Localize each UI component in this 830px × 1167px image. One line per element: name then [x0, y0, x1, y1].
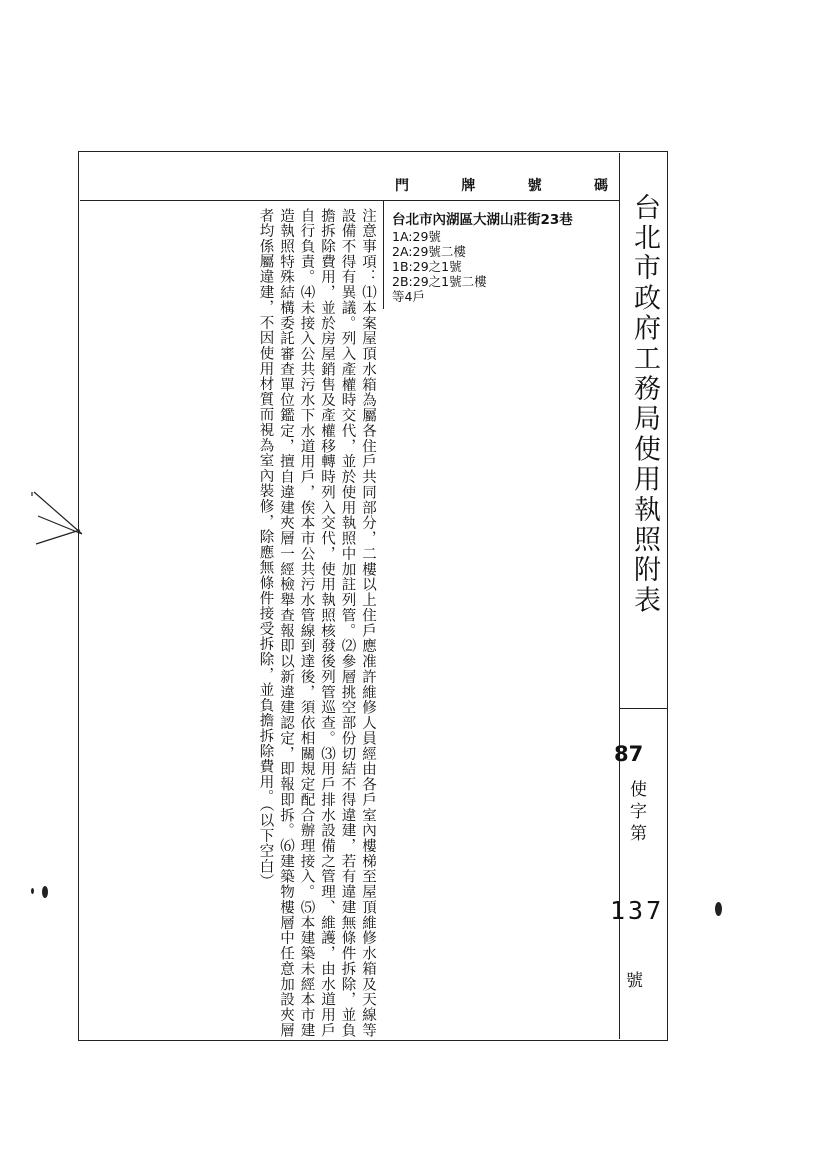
serial-year: 87 [614, 742, 644, 766]
scan-speck [715, 902, 722, 916]
address-line: 2A:29號二樓 [392, 244, 466, 259]
address-line: 1B:29之1號 [392, 259, 462, 274]
header-char: 號 [527, 178, 544, 194]
address-line: 1A:29號 [392, 229, 441, 244]
serial-word: 使字第 [626, 780, 646, 846]
header-char: 碼 [593, 178, 610, 194]
title-rule [620, 708, 668, 709]
serial-suffix: 號 [626, 971, 643, 991]
scan-speck [42, 886, 48, 898]
notes-text: 注意事項：⑴本案屋頂水箱為屬各住戶共同部分，二樓以上住戶應准許維修人員經由各戶室內樓梯至屋頂維修水箱及天線等設備不得有異議。列入產權時交代，並於使用執照中加註列管。⑵參層挑空部份切結不得違建，若有違建無條件拆除，並負擔拆除費用，並於房屋銷售及產權移轉時列入交代，使用執照核發後列管巡查。⑶用戶排水設備之管理、維護，由水道用戶自行負責。⑷未接入公共污水下水道用戶，俟本市公共污水管線到達後，須依相關規定配合辦理接入。⑸本建築未經本市建造執照特殊結構委託審查單位鑑定，擅自違建夾層一經檢舉查報即以新違建認定，即報即拆。⑹建築物樓層中任意加設夾層者均係屬違建，不因使用材質而視為室內裝修，除應無條件接受拆除，並負擔拆除費用。（以下空白） [257, 208, 376, 1038]
document-title: 台北市政府工務局使用執照附表 [629, 193, 660, 616]
address-line: 等4戶 [392, 289, 425, 304]
column-header-address-number [395, 175, 610, 195]
address-line: 2B:29之1號二樓 [392, 274, 487, 289]
scan-speck [31, 888, 34, 894]
serial-number: 137 [610, 896, 665, 925]
header-char: 門 [395, 178, 411, 194]
address-title: 台北市內湖區大湖山莊街23巷 [392, 212, 573, 228]
address-block [392, 212, 616, 304]
address-divider [383, 201, 384, 309]
header-rule [80, 200, 620, 201]
header-char: 牌 [461, 178, 478, 194]
